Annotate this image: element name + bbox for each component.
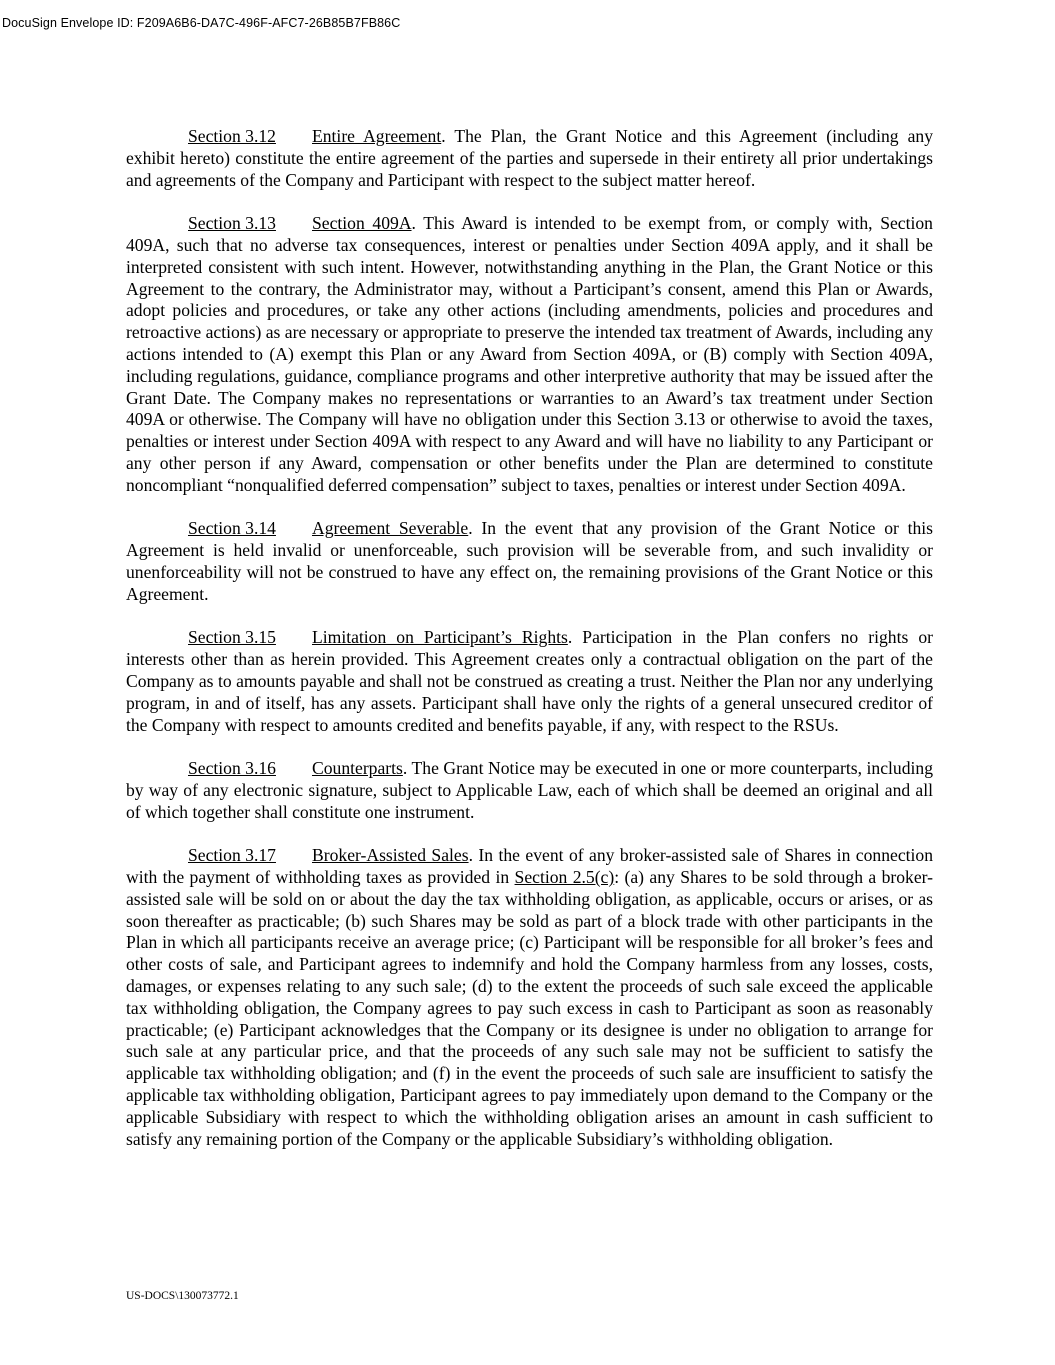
document-footer-id: US-DOCS\130073772.1 (126, 1290, 239, 1302)
section-number: Section 3.15 (188, 627, 276, 648)
section-text: . In the event that any provision of the Grant Notice or this Agreement is held invalid or unenforceable, such provision will be severable from, and such invalidity or unenforceability will not be construed to have any effect on, the remaining provisions of the Grant Notice or this Agreement. (126, 518, 933, 604)
document-body (126, 126, 933, 1172)
section-title: Limitation on Participant’s Rights (312, 627, 568, 648)
section-number: Section 3.16 (188, 758, 276, 779)
section-text: . Participation in the Plan confers no rights or interests other than as herein provided. This Agreement creates only a contractual obligation on the part of the Company as to amounts payable and shall not be construed as creating a trust. Neither the Plan nor any underlying program, in and of itself, has any assets. Participant shall have only the rights of a general unsecured creditor of the Company with respect to amounts credited and benefits payable, if any, with respect to the RSUs. (126, 627, 934, 735)
section-3-13 (126, 213, 933, 496)
section-title: Entire Agreement (312, 126, 442, 146)
section-number: Section 3.17 (188, 845, 276, 866)
section-text: . In the event of any broker-assisted sale of Shares in connection with the payment of withholding taxes as provided in (126, 845, 933, 888)
section-text: . The Plan, the Grant Notice and this Agreement (including any exhibit hereto) constitute the entire agreement of the parties and supersede in their entirety all prior undertakings and agreements of the Company and Participant with respect to the subject matter hereof. (126, 126, 933, 190)
section-title: Broker-Assisted Sales (312, 845, 469, 866)
section-number: Section 3.14 (188, 518, 276, 539)
section-title: Agreement Severable (312, 518, 469, 539)
section-text-continued: : (a) any Shares to be sold through a broker-assisted sale will be sold on or about the day the tax withholding obligation, as applicable, occurs or arises, or as soon thereafter as practicable; (b) such Shares may be sold as part of a block trade with other participants in the Plan in which all participants receive an average price; (c) Participant will be responsible for all broker’s fees and other costs of sale, and Participant agrees to indemnify and hold the Company harmless from any losses, costs, damages, or expenses relating to any such sale; (d) to the extent the proceeds of such sale exceed the applicable tax withholding obligation, the Company agrees to pay such excess in cash to Participant as soon as reasonably practicable; (e) Participant acknowledges that the Company or its designee is under no obligation to arrange for such sale at any particular price, and that the proceeds of any such sale may not be sufficient to satisfy the applicable tax withholding obligation; and (f) in the event the proceeds of such sale are insufficient to satisfy the applicable tax withholding obligation, Participant agrees to pay immediately upon demand to the Company or the applicable Subsidiary with respect to which the withholding obligation arises an amount in cash sufficient to satisfy any remaining portion of the Company or the applicable Subsidiary’s withholding obligation. (126, 867, 933, 1149)
section-3-17 (126, 845, 933, 1150)
section-number: Section 3.13 (188, 213, 276, 234)
docusign-envelope-id: DocuSign Envelope ID: F209A6B6-DA7C-496F-AFC7-26B85B7FB86C (2, 16, 401, 30)
section-3-14 (126, 518, 933, 605)
section-3-16 (126, 758, 933, 823)
section-number: Section 3.12 (188, 126, 276, 146)
section-title: Counterparts (312, 758, 403, 779)
section-cross-reference: Section 2.5(c) (514, 867, 615, 888)
section-text: . The Grant Notice may be executed in one or more counterparts, including by way of any electronic signature, subject to Applicable Law, each of which shall be deemed an original and all of which together shall constitute one instrument. (126, 758, 933, 822)
section-text: . This Award is intended to be exempt from, or comply with, Section 409A, such that no adverse tax consequences, interest or penalties under Section 409A apply, and it shall be interpreted consistent with such intent. However, notwithstanding anything in the Plan, the Grant Notice or this Agreement to the contrary, the Administrator may, without a Participant’s consent, amend this Plan or Awards, adopt policies and procedures, or take any other actions (including amendments, policies and procedures and retroactive actions) as are necessary or appropriate to preserve the intended tax treatment of Awards, including any actions intended to (A) exempt this Plan or any Award from Section 409A, or (B) comply with Section 409A, including regulations, guidance, compliance programs and other interpretive authority that may be issued after the Grant Date. The Company makes no representations or warranties to an Award’s tax treatment under Section 409A or otherwise. The Company will have no obligation under this Section 3.13 or otherwise to avoid the taxes, penalties or interest under Section 409A with respect to any Award and will have no liability to any Participant or any other person if any Award, compensation or other benefits under the Plan are determined to constitute noncompliant “nonqualified deferred compensation” subject to taxes, penalties or interest under Section 409A. (126, 213, 933, 495)
section-3-12 (126, 126, 933, 191)
section-3-15 (126, 627, 933, 736)
section-title: Section 409A (312, 213, 412, 234)
